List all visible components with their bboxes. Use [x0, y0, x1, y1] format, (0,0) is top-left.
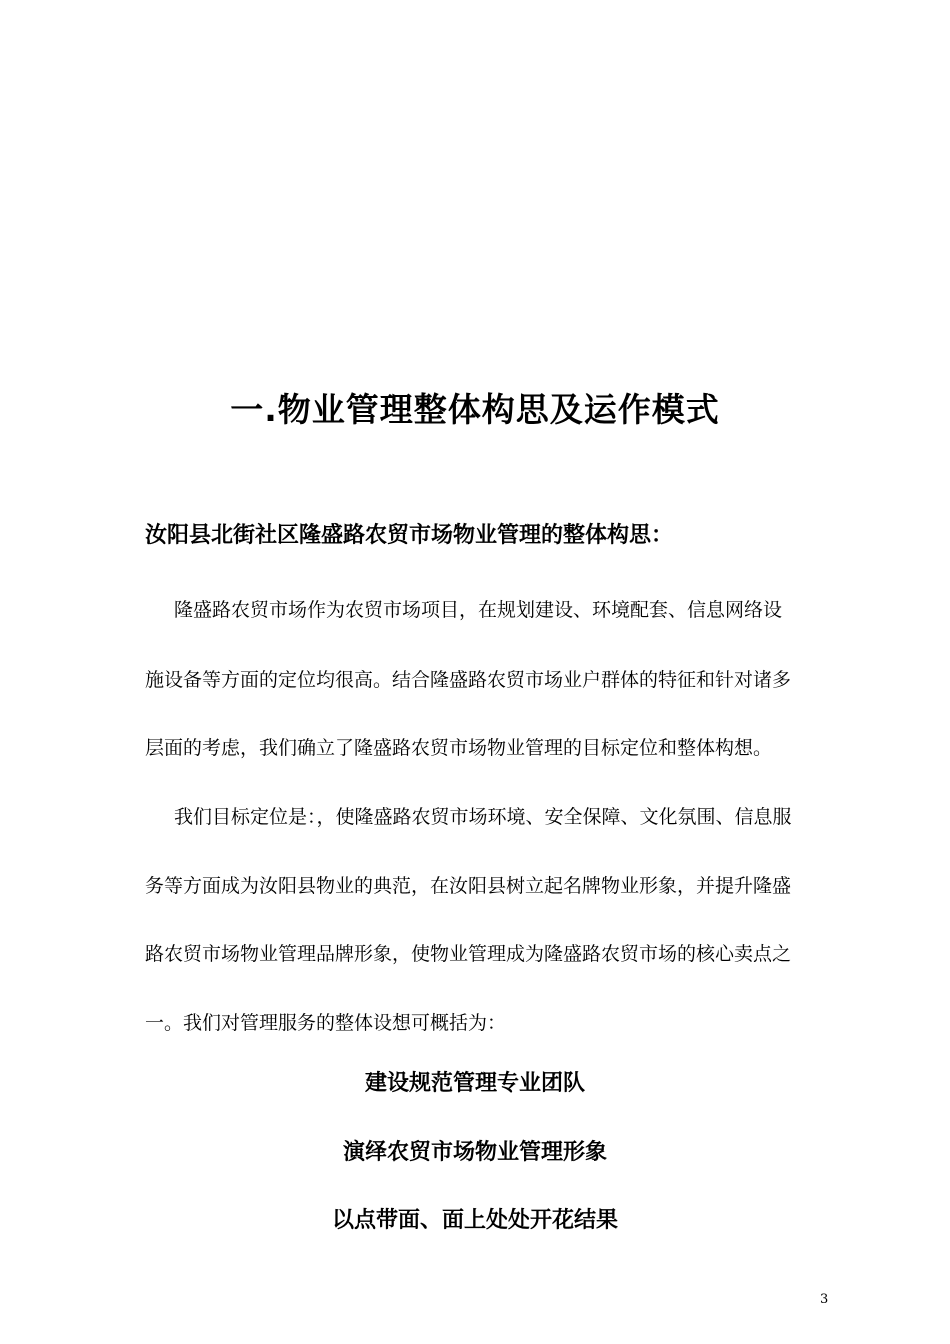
slogan-2: 演绎农贸市场物业管理形象 [342, 1140, 607, 1165]
paragraph-2-line-3: 路农贸市场物业管理品牌形象，使物业管理成为隆盛路农贸市场的核心卖点之 [145, 943, 792, 965]
page-number: 3 [820, 1292, 829, 1307]
slogan-1: 建设规范管理专业团队 [364, 1071, 585, 1096]
slogan-3: 以点带面、面上处处开花结果 [331, 1208, 618, 1233]
paragraph-2-line-4: 一。我们对管理服务的整体设想可概括为： [145, 1012, 507, 1034]
paragraph-1-line-2: 施设备等方面的定位均很高。结合隆盛路农贸市场业户群体的特征和针对诸多 [145, 669, 792, 691]
paragraph-1-line-1: 隆盛路农贸市场作为农贸市场项目，在规划建设、环境配套、信息网络设 [174, 599, 783, 621]
chapter-title: 一.物业管理整体构思及运作模式 [230, 390, 720, 429]
paragraph-2-line-1: 我们目标定位是：，使隆盛路农贸市场环境、安全保障、文化氛围、信息服 [174, 806, 792, 828]
section-heading: 汝阳县北街社区隆盛路农贸市场物业管理的整体构思： [145, 523, 674, 548]
paragraph-2-line-2: 务等方面成为汝阳县物业的典范，在汝阳县树立起名牌物业形象，并提升隆盛 [145, 875, 792, 897]
paragraph-1-line-3: 层面的考虑，我们确立了隆盛路农贸市场物业管理的目标定位和整体构想。 [145, 737, 773, 759]
